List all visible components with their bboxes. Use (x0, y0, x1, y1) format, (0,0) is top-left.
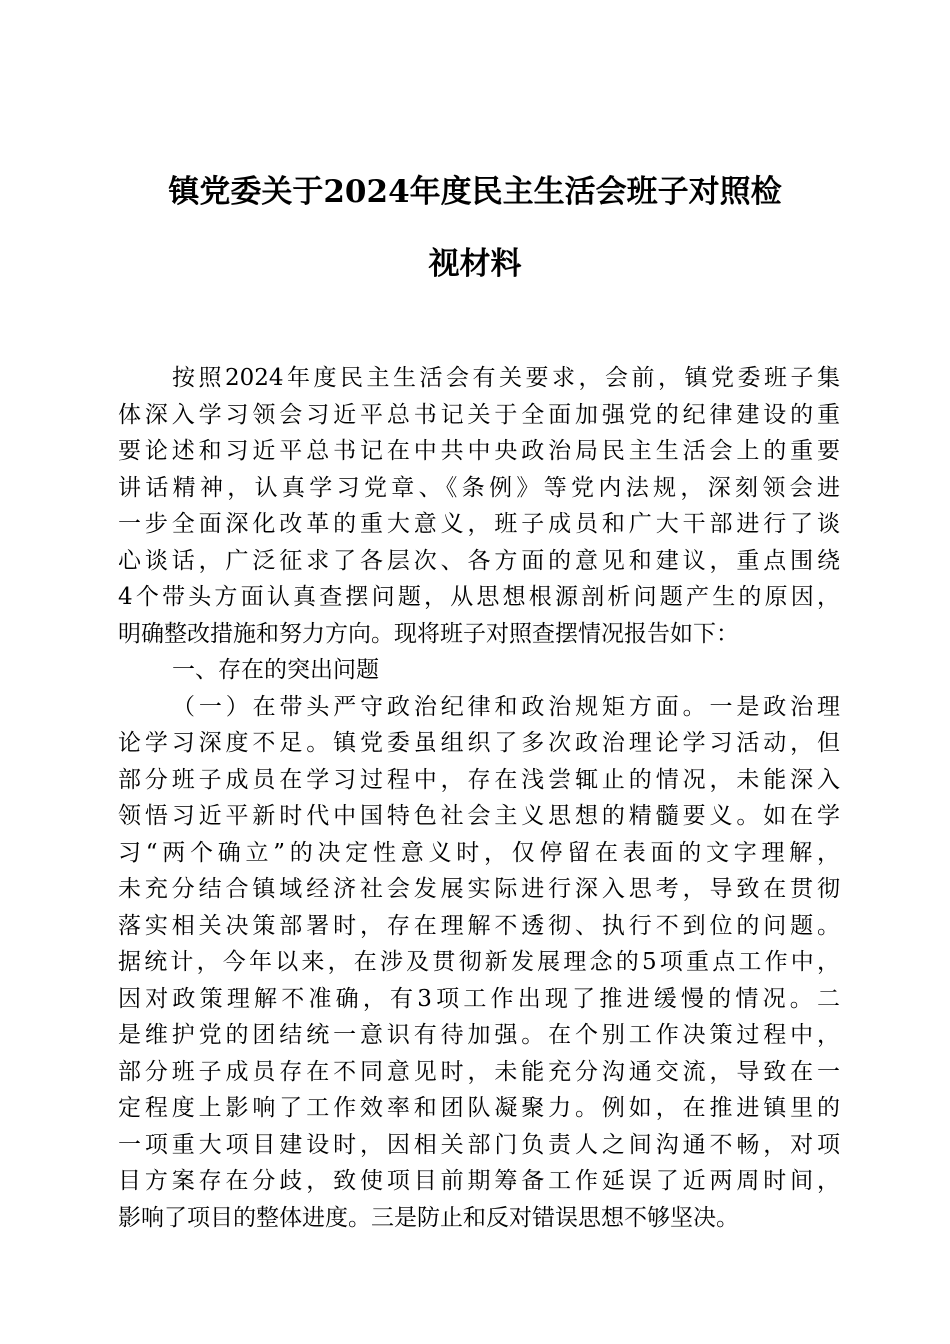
subsection-first-line (118, 689, 840, 726)
subsection-first-rest: 一是政治理 (709, 693, 840, 720)
document-title-line-1: 镇党委关于2024年度民主生活会班子对照检 (168, 174, 782, 210)
subsection-line: 影响了项目的整体进度。三是防止和反对错误思想不够坚决。 (118, 1204, 739, 1231)
intro-line: 要论述和习近平总书记在中共中央政治局民主生活会上的重要 (118, 438, 840, 464)
subsection-line: 习“两个确立”的决定性意义时，仅停留在表面的文字理解， (118, 839, 840, 866)
subsection-line: 因对政策理解不准确，有3项工作出现了推进缓慢的情况。二 (118, 985, 840, 1012)
subsection-line: 未充分结合镇域经济社会发展实际进行深入思考，导致在贯彻 (118, 876, 840, 902)
subsection-lead: （一）在带头严守政治纪律和政治规矩方面。 (172, 693, 710, 720)
subsection-line: 定程度上影响了工作效率和团队凝聚力。例如，在推进镇里的 (118, 1095, 840, 1121)
section-heading: 一、存在的突出问题 (172, 657, 379, 683)
intro-line: 心谈话，广泛征求了各层次、各方面的意见和建议，重点围绕 (118, 547, 840, 574)
intro-line: 4个带头方面认真查摆问题，从思想根源剖析问题产生的原因， (118, 584, 840, 610)
intro-line: 按照2024年度民主生活会有关要求，会前，镇党委班子集 (172, 365, 840, 391)
subsection-line: 落实相关决策部署时，存在理解不透彻、执行不到位的问题。 (118, 912, 840, 939)
subsection-line: 部分班子成员在学习过程中，存在浅尝辄止的情况，未能深入 (118, 766, 840, 793)
intro-line: 一步全面深化改革的重大意义，班子成员和广大干部进行了谈 (118, 511, 840, 537)
intro-line: 体深入学习领会习近平总书记关于全面加强党的纪律建设的重 (118, 401, 840, 428)
subsection-line: 一项重大项目建设时，因相关部门负责人之间沟通不畅，对项 (118, 1131, 840, 1158)
subsection-line: 是维护党的团结统一意识有待加强。在个别工作决策过程中， (118, 1022, 840, 1048)
subsection-line: 目方案存在分歧，致使项目前期筹备工作延误了近两周时间， (118, 1168, 840, 1194)
intro-line: 明确整改措施和努力方向。现将班子对照查摆情况报告如下： (118, 620, 739, 647)
subsection-line: 领悟习近平新时代中国特色社会主义思想的精髓要义。如在学 (118, 803, 840, 829)
intro-line: 讲话精神，认真学习党章、《条例》等党内法规，深刻领会进 (118, 474, 840, 501)
subsection-line: 部分班子成员存在不同意见时，未能充分沟通交流，导致在一 (118, 1058, 840, 1085)
subsection-paragraph (118, 689, 840, 1237)
subsection-line: 据统计，今年以来，在涉及贯彻新发展理念的5项重点工作中， (118, 949, 840, 975)
document-title-line-2: 视材料 (428, 246, 522, 282)
document-body (118, 360, 840, 1236)
subsection-line: 论学习深度不足。镇党委虽组织了多次政治理论学习活动，但 (118, 730, 840, 756)
intro-paragraph (118, 360, 840, 652)
